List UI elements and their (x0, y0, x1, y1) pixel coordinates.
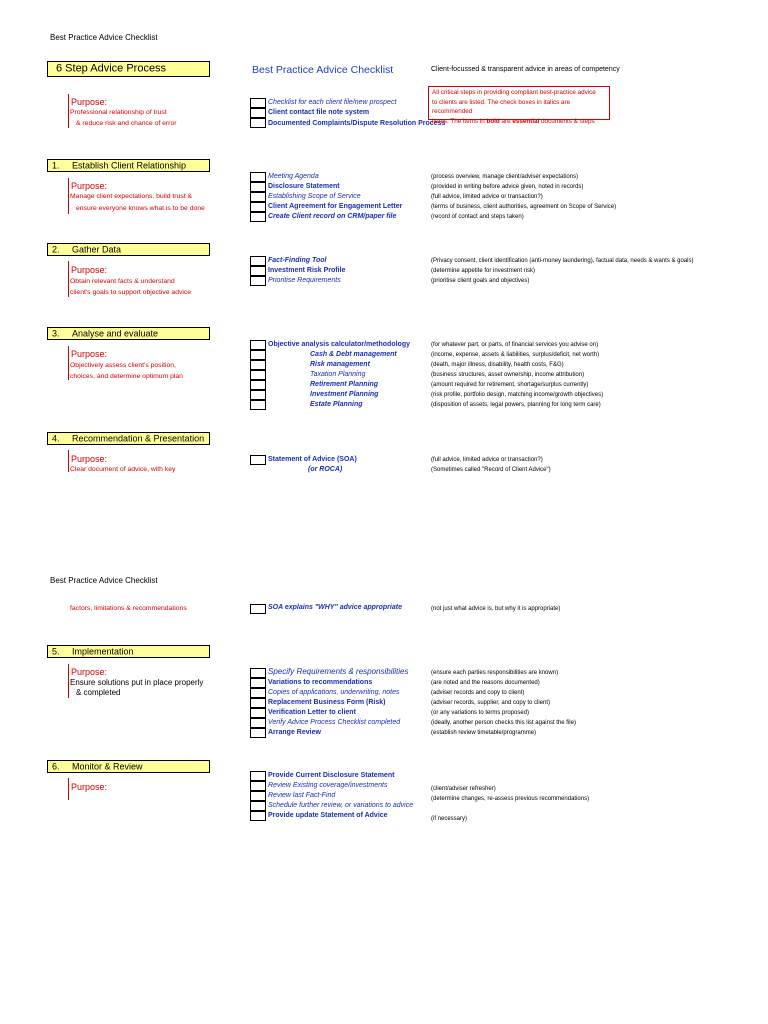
checkbox[interactable] (250, 781, 266, 791)
checklist-item: Taxation Planning (310, 371, 366, 378)
purpose-bar (68, 450, 69, 472)
checklist-item: Provide update Statement of Advice (268, 812, 388, 819)
continuation-text: factors, limitations & recommendations (70, 605, 187, 612)
step-title: Implementation (72, 646, 134, 656)
item-note: (Sometimes called "Record of Client Advice") (431, 467, 551, 473)
checkbox[interactable] (250, 108, 266, 118)
checklist-item: Replacement Business Form (Risk) (268, 699, 386, 706)
checklist-item: Client Agreement for Engagement Letter (268, 203, 403, 210)
step-title: Monitor & Review (72, 761, 143, 771)
checklist-item: Statement of Advice (SOA) (268, 456, 357, 463)
step-title: Gather Data (72, 244, 122, 254)
checkbox[interactable] (250, 266, 266, 276)
purpose-bar (68, 664, 69, 698)
checkbox[interactable] (250, 668, 266, 678)
purpose-bar (68, 178, 69, 214)
checklist-item: Schedule further review, or variations to advice (268, 802, 414, 809)
checklist-item: Meeting Agenda (268, 173, 319, 180)
step-number: 3. (52, 328, 60, 338)
item-note: (determine changes, re-assess previous recommendations) (431, 796, 590, 802)
checkbox[interactable] (250, 202, 266, 212)
item-note: (determine appetite for investment risk) (431, 268, 536, 274)
purpose-bar (68, 346, 69, 380)
item-note: (process overview, manage client/adviser expectations) (431, 174, 579, 180)
checklist-item: Review last Fact-Find (268, 792, 336, 799)
step-header-box (47, 243, 210, 256)
process-header-label: 6 Step Advice Process (56, 62, 167, 75)
step-purpose-line: Ensure solutions put in place properly (70, 678, 204, 687)
checkbox[interactable] (250, 678, 266, 688)
legend-note-box (428, 86, 610, 125)
checklist-item: Prioritise Requirements (268, 277, 341, 284)
item-note: (provided in writing before advice given, noted in records) (431, 184, 584, 190)
checkbox[interactable] (250, 118, 266, 128)
checklist-item: Variations to recommendations (268, 679, 373, 686)
item-note: (risk profile, portfolio design, matching income/growth objectives) (431, 392, 604, 398)
step-purpose-line: client's goals to support objective advice (70, 289, 192, 296)
item-note: (not just what advice is, but why it is appropriate) (431, 606, 561, 612)
step-purpose-label: Purpose: (71, 454, 108, 464)
step-header-box (47, 327, 210, 340)
purpose-bar (68, 261, 69, 297)
checklist-item: Investment Planning (310, 391, 379, 398)
checklist-item: Objective analysis calculator/methodology (268, 341, 410, 348)
checklist-item: Checklist for each client file/new prospect (268, 99, 397, 106)
item-note: (client/adviser refresher) (431, 786, 496, 792)
item-note: (for whatever part, or parts, of financial services you advise on) (431, 342, 599, 348)
item-note: (full advice, limited advice or transaction?) (431, 194, 543, 200)
step-header-box (47, 432, 210, 445)
step-purpose-line: Obtain relevant facts & understand (70, 278, 175, 285)
item-note: (adviser records and copy to client) (431, 690, 525, 696)
step-header-box (47, 760, 210, 773)
checkbox[interactable] (250, 182, 266, 192)
page-title: Best Practice Advice Checklist (50, 33, 158, 42)
step-title: Recommendation & Presentation (72, 433, 205, 443)
step-purpose-line: Clear document of advice, with key (70, 466, 176, 473)
checklist-item: Verify Advice Process Checklist completed (268, 719, 401, 726)
item-note: (establish review timetable/programme) (431, 730, 537, 736)
step-number: 4. (52, 433, 60, 443)
checkbox[interactable] (250, 380, 266, 390)
purpose-bar (68, 94, 69, 128)
checklist-item: Specify Requirements & responsibilities (268, 667, 409, 676)
item-note: (disposition of assets, legal powers, planning for long term care) (431, 402, 601, 408)
checkbox[interactable] (250, 256, 266, 266)
step-purpose-label: Purpose: (71, 667, 108, 677)
checkbox[interactable] (250, 276, 266, 286)
checkbox[interactable] (250, 791, 266, 801)
step-header-box (47, 159, 210, 172)
checklist-item: Fact-Finding Tool (268, 257, 327, 264)
checkbox[interactable] (250, 172, 266, 182)
item-note: (amount required for retirement, shortage/surplus currently) (431, 382, 589, 388)
checkbox[interactable] (250, 728, 266, 738)
step-number: 5. (52, 646, 60, 656)
step-purpose-line: ensure everyone knows what is to be done (76, 205, 205, 212)
item-note: (business structures, asset ownership, income attribution) (431, 372, 585, 378)
item-note: (Privacy consent, client identification (anti-money laundering), factual data, needs & wants & goals) (431, 258, 694, 264)
purpose-bar (68, 778, 69, 800)
checklist-item: Verification Letter to client (268, 709, 356, 716)
step-purpose-line: choices, and determine optimum plan (70, 373, 183, 380)
main-title: Best Practice Advice Checklist (252, 64, 394, 76)
checkbox[interactable] (250, 771, 266, 781)
checkbox[interactable] (250, 801, 266, 811)
step-purpose-line: Objectively assess client's position, (70, 362, 176, 369)
checkbox[interactable] (250, 350, 266, 360)
checklist-item: Risk management (310, 361, 370, 368)
checkbox[interactable] (250, 212, 266, 222)
checkbox[interactable] (250, 390, 266, 400)
item-note: (record of contact and steps taken) (431, 214, 524, 220)
checklist-item: Create Client record on CRM/paper file (268, 213, 397, 220)
step-purpose-label: Purpose: (71, 265, 108, 275)
item-note: (ideally, another person checks this list against the file) (431, 720, 576, 726)
item-note: (or any variations to terms proposed) (431, 710, 530, 716)
checkbox[interactable] (250, 708, 266, 718)
checkbox[interactable] (250, 455, 266, 465)
step-purpose-label: Purpose: (71, 181, 108, 191)
checkbox[interactable] (250, 400, 266, 410)
checklist-item: Investment Risk Profile (268, 267, 346, 274)
checklist-item: Establishing Scope of Service (268, 193, 361, 200)
checklist-item: Cash & Debt management (310, 351, 397, 358)
checkbox[interactable] (250, 98, 266, 108)
page2-title: Best Practice Advice Checklist (50, 576, 158, 585)
item-note: (terms of business, client authorities, agreement on Scope of Service) (431, 204, 617, 210)
step-purpose-label: Purpose: (71, 349, 108, 359)
step-title: Establish Client Relationship (72, 160, 187, 170)
checkbox[interactable] (250, 360, 266, 370)
step-number: 2. (52, 244, 60, 254)
process-header-box (47, 61, 210, 77)
step-purpose-label: Purpose: (71, 782, 108, 792)
item-note: (adviser records, supplier, and copy to client) (431, 700, 551, 706)
item-note: (full advice, limited advice or transaction?) (431, 457, 543, 463)
step-purpose-line: & completed (76, 688, 121, 697)
checklist-item: Arrange Review (268, 729, 321, 736)
checkbox[interactable] (250, 192, 266, 202)
checklist-item: Provide Current Disclosure Statement (268, 772, 395, 779)
checklist-item: Copies of applications, underwriting, notes (268, 689, 400, 696)
step-purpose-line: Manage client expectations, build trust & (70, 193, 193, 200)
checklist-item: Review Existing coverage/investments (268, 782, 388, 789)
intro-purpose-line: Professional relationship of trust (70, 109, 167, 116)
step-title: Analyse and evaluate (72, 328, 159, 338)
step-number: 6. (52, 761, 60, 771)
checklist-item: (or ROCA) (308, 466, 343, 473)
checkbox[interactable] (250, 604, 266, 614)
checkbox[interactable] (250, 718, 266, 728)
checklist-item: Client contact file note system (268, 109, 370, 116)
checkbox[interactable] (250, 688, 266, 698)
checklist-item: Estate Planning (310, 401, 363, 408)
checklist-item: SOA explains "WHY" advice appropriate (268, 604, 402, 611)
intro-purpose-label: Purpose: (71, 97, 108, 107)
checkbox[interactable] (250, 340, 266, 350)
checkbox[interactable] (250, 370, 266, 380)
intro-purpose-line: & reduce risk and chance of error (76, 120, 177, 127)
item-note: (are noted and the reasons documented) (431, 680, 540, 686)
checklist-item: Documented Complaints/Dispute Resolution Process (268, 120, 446, 127)
subtitle: Client-focussed & transparent advice in areas of competency (431, 66, 620, 73)
legend-line: items. The items in bold are essential documents & steps (432, 117, 595, 125)
checkbox[interactable] (250, 698, 266, 708)
item-note: (if necessary) (431, 816, 468, 822)
step-header-box (47, 645, 210, 658)
legend-line: to clients are listed. The check boxes in italics are recommended (432, 98, 571, 115)
checklist-item: Disclosure Statement (268, 183, 340, 190)
checkbox[interactable] (250, 811, 266, 821)
item-note: (ensure each parties responsibilities are known) (431, 670, 559, 676)
item-note: (income, expense, assets & liabilities, surplus/deficit, net worth) (431, 352, 600, 358)
legend-line: All critical steps in providing compliant best-practice advice (432, 89, 596, 96)
checklist-item: Retirement Planning (310, 381, 379, 388)
item-note: (prioritise client goals and objectives) (431, 278, 530, 284)
item-note: (death, major illness, disability, health costs, F&G) (431, 362, 564, 368)
step-number: 1. (52, 160, 60, 170)
